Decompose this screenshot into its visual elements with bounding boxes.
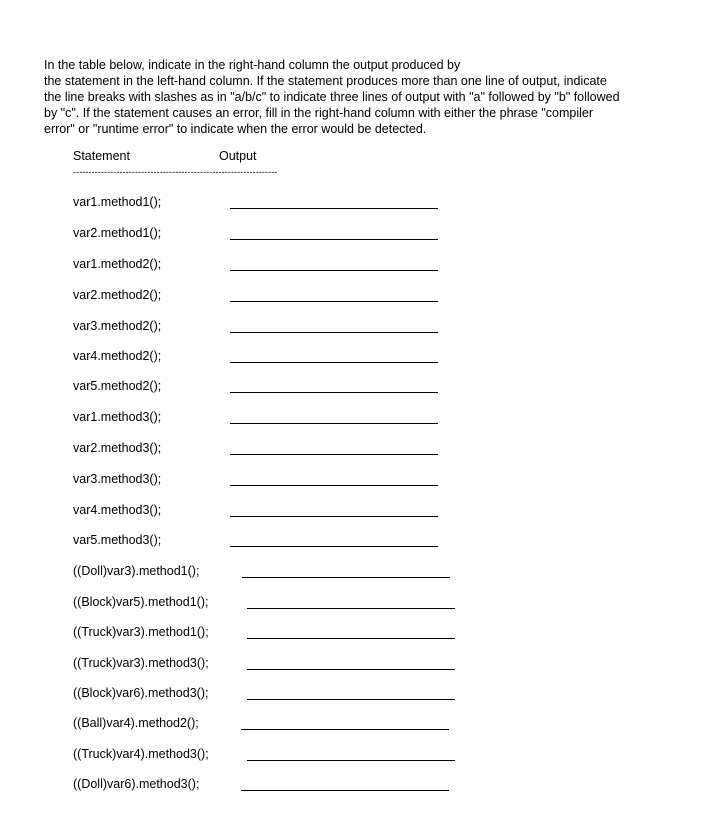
statement-text: var2.method3(); bbox=[73, 441, 162, 455]
statement-text: ((Truck)var3).method1(); bbox=[73, 625, 209, 639]
statement-text: var3.method2(); bbox=[73, 319, 162, 333]
output-answer-blank[interactable] bbox=[230, 332, 438, 333]
output-answer-blank[interactable] bbox=[247, 608, 455, 609]
statement-text: ((Doll)var3).method1(); bbox=[73, 564, 200, 578]
statement-text: var1.method2(); bbox=[73, 257, 162, 271]
statement-text: var2.method2(); bbox=[73, 288, 162, 302]
output-answer-blank[interactable] bbox=[230, 485, 438, 486]
output-answer-blank[interactable] bbox=[241, 729, 449, 730]
header-divider: ------------------------------------------------------------------ bbox=[73, 167, 278, 177]
output-answer-blank[interactable] bbox=[230, 392, 438, 393]
instructions-line: In the table below, indicate in the right-hand column the output produced by bbox=[44, 58, 461, 72]
statement-text: var5.method2(); bbox=[73, 379, 162, 393]
statement-text: ((Truck)var3).method3(); bbox=[73, 656, 209, 670]
output-answer-blank[interactable] bbox=[247, 669, 455, 670]
output-answer-blank[interactable] bbox=[230, 454, 438, 455]
statement-text: var5.method3(); bbox=[73, 533, 162, 547]
output-answer-blank[interactable] bbox=[247, 760, 455, 761]
output-column-header: Output bbox=[219, 149, 257, 163]
output-answer-blank[interactable] bbox=[241, 790, 449, 791]
output-answer-blank[interactable] bbox=[230, 301, 438, 302]
statement-text: var2.method1(); bbox=[73, 226, 162, 240]
instructions-line: the line breaks with slashes as in "a/b/c" to indicate three lines of output with "a" followed by "b" followed bbox=[44, 90, 620, 104]
output-answer-blank[interactable] bbox=[230, 270, 438, 271]
statement-text: var4.method2(); bbox=[73, 349, 162, 363]
statement-text: ((Truck)var4).method3(); bbox=[73, 747, 209, 761]
instructions-line: error" or "runtime error" to indicate when the error would be detected. bbox=[44, 122, 427, 136]
statement-text: ((Block)var5).method1(); bbox=[73, 595, 209, 609]
output-answer-blank[interactable] bbox=[230, 423, 438, 424]
statement-text: ((Block)var6).method3(); bbox=[73, 686, 209, 700]
output-answer-blank[interactable] bbox=[230, 516, 438, 517]
statement-column-header: Statement bbox=[73, 149, 130, 163]
statement-text: ((Doll)var6).method3(); bbox=[73, 777, 200, 791]
statement-text: var4.method3(); bbox=[73, 503, 162, 517]
instructions-paragraph bbox=[44, 57, 684, 137]
statement-text: var3.method3(); bbox=[73, 472, 162, 486]
statement-text: var1.method3(); bbox=[73, 410, 162, 424]
instructions-line: the statement in the left-hand column. If the statement produces more than one line of output, indicate bbox=[44, 74, 607, 88]
output-answer-blank[interactable] bbox=[242, 577, 450, 578]
instructions-line: by "c". If the statement causes an error, fill in the right-hand column with either the phrase "compiler bbox=[44, 106, 593, 120]
output-answer-blank[interactable] bbox=[230, 546, 438, 547]
statement-text: var1.method1(); bbox=[73, 195, 162, 209]
output-answer-blank[interactable] bbox=[230, 239, 438, 240]
output-answer-blank[interactable] bbox=[230, 362, 438, 363]
output-answer-blank[interactable] bbox=[230, 208, 438, 209]
statement-text: ((Ball)var4).method2(); bbox=[73, 716, 199, 730]
output-answer-blank[interactable] bbox=[247, 699, 455, 700]
output-answer-blank[interactable] bbox=[247, 638, 455, 639]
